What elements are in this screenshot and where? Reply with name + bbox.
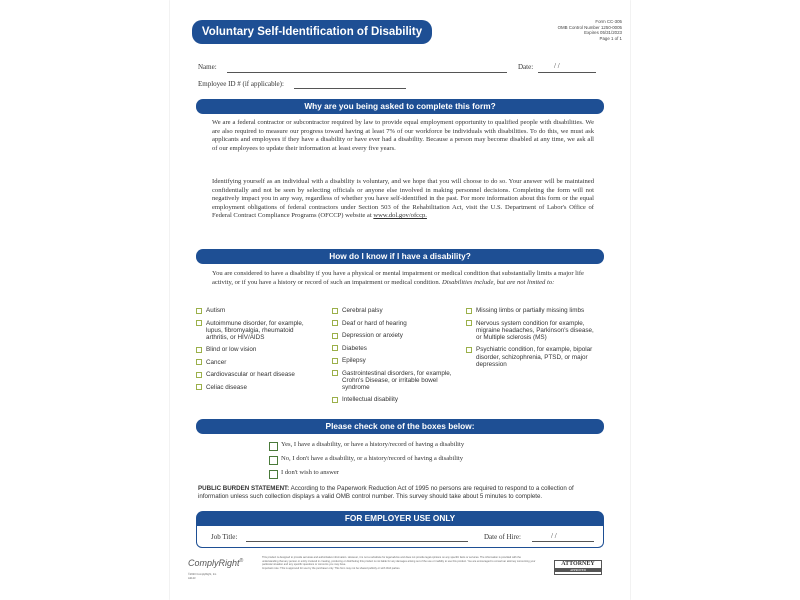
meta-form-number: Form CC-305 [595,19,622,24]
bullet-square-icon [332,397,338,403]
disability-list-col2 [332,307,452,409]
bullet-square-icon [332,333,338,339]
meta-omb-number: OMB Control Number 1250-0005 [557,24,622,30]
bullet-square-icon [196,347,202,353]
list-item-label: Autism [206,307,226,314]
list-item-label: Diabetes [342,344,367,352]
section-check-heading: Please check one of the boxes below: [196,419,604,434]
brand-mark: ® [239,558,244,564]
bullet-square-icon [332,370,338,376]
name-field[interactable] [227,72,507,73]
bullet-square-icon [332,308,338,314]
list-item [332,307,452,314]
list-item-label: Celiac disease [206,383,247,391]
bullet-square-icon [196,372,202,378]
employer-box [196,526,604,548]
list-item [332,320,452,327]
sku-text: A2123 [188,577,196,580]
bullet-square-icon [332,320,338,326]
list-item [196,384,316,391]
list-item [332,396,452,403]
footer-disclaimer [262,556,537,570]
list-item-label: Blind or low vision [206,346,257,354]
bullet-square-icon [196,320,202,326]
section-why-para1: We are a federal contractor or subcontractor required by law to provide equal employment opportunity to qualified people with disabilities. We are also required to measure our progress toward having at least 7% of our workforce be individuals with disabilities. To do this, we must ask applicants and employees if they have a disability or have ever had a disability. Because a person may become disabled at any time, we ask all of our employees to update their information at least every five years. [212,119,594,152]
bullet-square-icon [196,384,202,390]
public-burden-statement [198,485,604,500]
bullet-square-icon [466,320,472,326]
list-item-label: Epilepsy [342,357,366,364]
no-option-label: No, I don't have a disability, or a history/record of having a disability [281,455,464,462]
disability-list-col1 [196,307,316,396]
bullet-square-icon [196,359,202,365]
badge-bottom-text: APPROVED [555,568,601,572]
list-item-label: Cerebral palsy [342,307,383,314]
list-item [332,332,452,339]
ofccp-link[interactable]: www.dol.gov/ofccp. [373,212,427,220]
disability-list-col3 [466,307,596,373]
no-answer-checkbox[interactable] [269,470,278,479]
badge-top-text: ATTORNEY [561,561,595,567]
list-item-label: Autoimmune disorder, for example, lupus, fibromyalgia, rheumatoid arthritis, or HIV/AIDS [206,319,304,341]
list-item [196,307,316,314]
important-note: Important note: This is approved for use by the purchaser only. This form may not be shared publicly or with third parties. [262,566,401,570]
copyright-text: ©2020 ComplyRight, Inc. [188,573,217,576]
list-item [196,346,316,353]
date-of-hire-label: Date of Hire: [484,533,521,541]
meta-page-number: Page 1 of 1 [599,35,622,41]
list-item [466,307,596,314]
date-field[interactable] [538,72,596,73]
list-item [332,357,452,364]
list-item-label: Cardiovascular or heart disease [206,371,295,379]
section-how-intro-italic: Disabilities include, but are not limited to: [441,278,555,286]
list-item-label: Gastrointestinal disorders, for example, Crohn's Disease, or irritable bowel syndrome [342,369,452,391]
bullet-square-icon [332,345,338,351]
list-item-label: Depression or anxiety [342,332,403,339]
public-burden-label: PUBLIC BURDEN STATEMENT: [198,485,290,492]
date-separators: / / [554,62,560,70]
section-why-heading: Why are you being asked to complete this form? [196,99,604,114]
list-item [332,345,452,352]
employee-id-field[interactable] [294,88,406,89]
no-checkbox[interactable] [269,456,278,465]
meta-expiration: Expires 05/31/2023 [584,30,622,36]
form-title: Voluntary Self-Identification of Disability [192,20,432,44]
yes-option-label: Yes, I have a disability, or have a history/record of having a disability [281,441,465,448]
employer-heading: FOR EMPLOYER USE ONLY [196,511,604,526]
name-label: Name: [198,63,217,71]
date-of-hire-separators: / / [551,532,557,540]
section-how-heading: How do I know if I have a disability? [196,249,604,264]
complyright-logo [188,558,243,568]
disclaimer-text: This product is designed to provide accurate and authoritative information. However, it is not a substitute for legal advice and does not provide legal opinions on any specific facts or services. The information is provided with the understanding that any person or entity involved in creating, producing or distributing this product is not liable for any damages arising out of the use or inability to use this product. You are encouraged to consult an attorney concerning your particular situation and any specific questions or concerns you may have. [262,556,536,567]
list-item-label: Cancer [206,358,227,366]
form-page [170,0,630,600]
job-title-label: Job Title: [211,533,238,541]
bullet-square-icon [196,308,202,314]
form-meta [502,19,622,41]
list-item [196,371,316,378]
date-label: Date: [518,63,534,71]
no-answer-option-label: I don't wish to answer [281,469,339,476]
employee-id-label: Employee ID # (if applicable): [198,80,284,88]
list-item [332,370,452,392]
list-item-label: Deaf or hard of hearing [342,319,407,327]
list-item [196,320,316,342]
brand-name: ComplyRight [188,558,240,568]
bullet-square-icon [466,308,472,314]
job-title-field[interactable] [246,541,468,542]
section-how-intro-text: You are considered to have a disability if you have a physical or mental impairment or medical condition that substantially limits a major life activity, or if you have a history or record of such an impairment or medical condition. [212,270,584,286]
attorney-approved-badge [554,560,602,575]
section-why-para2 [212,178,594,221]
bullet-square-icon [466,347,472,353]
list-item-label: Nervous system condition for example, migraine headaches, Parkinson's disease, or Multiple sclerosis (MS) [476,319,594,341]
list-item-label: Intellectual disability [342,396,399,404]
section-why-para2-text: Identifying yourself as an individual with a disability is voluntary, and we hope that you will choose to do so. Your answer will be maintained confidentially and not be seen by selecting officials or anyone else involved in making personnel decisions. Completing the form will not negatively impact you in any way, regardless of whether you have self-identified in the past. For more information about this form or the equal employment obligations of federal contractors under Section 503 of the Rehabilitation Act, visit the U.S. Department of Labor's Office of Federal Contract Compliance Programs (OFCCP) website at [212,178,594,220]
date-of-hire-field[interactable] [532,541,594,542]
list-item [466,320,596,342]
section-how-intro [212,270,594,287]
yes-checkbox[interactable] [269,442,278,451]
list-item-label: Psychiatric condition, for example, bipolar disorder, schizophrenia, PTSD, or major depression [476,346,593,368]
list-item [466,346,596,368]
list-item [196,359,316,366]
list-item-label: Missing limbs or partially missing limbs [476,307,585,314]
bullet-square-icon [332,358,338,364]
public-burden-text: According to the Paperwork Reduction Act of 1995 no persons are required to respond to a collection of information unless such collection displays a valid OMB control number. This survey should take about 5 minutes to complete. [198,485,574,500]
